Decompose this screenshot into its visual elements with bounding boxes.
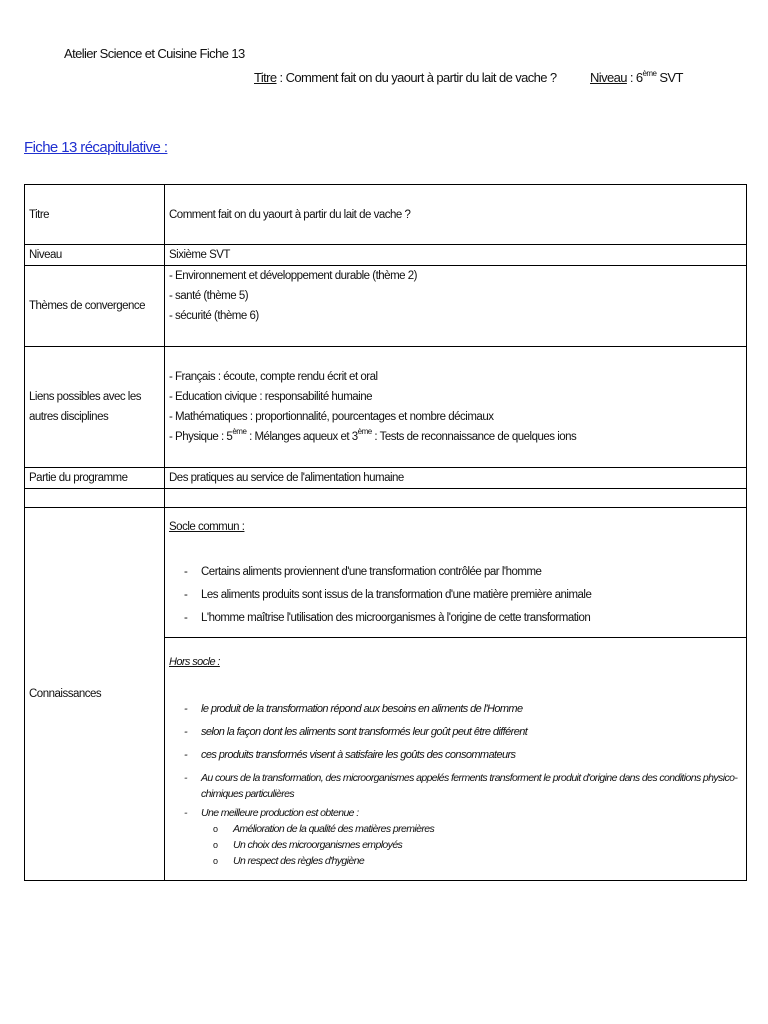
- level-prefix: : 6: [626, 70, 643, 85]
- row-value: Des pratiques au service de l'alimentation humaine: [165, 468, 747, 489]
- row-label-empty: [25, 489, 165, 508]
- discipline-line-physique: [169, 427, 742, 447]
- table-row-liens: [25, 347, 747, 468]
- physique-sup: ème: [357, 427, 372, 436]
- row-value: [165, 266, 747, 347]
- level-suffix: SVT: [656, 70, 683, 85]
- row-value: Comment fait on du yaourt à partir du lait de vache ?: [165, 185, 747, 245]
- document-title-line: [254, 70, 557, 85]
- row-value: [165, 347, 747, 468]
- document-header-atelier: Atelier Science et Cuisine Fiche 13: [64, 46, 245, 61]
- list-item: - ces produits transformés visent à satisfaire les goûts des consommateurs: [169, 744, 742, 767]
- hors-socle-cell: [165, 638, 747, 881]
- list-item: [169, 805, 742, 869]
- list-item: - L'homme maîtrise l'utilisation des microorganismes à l'origine de cette transformation: [169, 607, 742, 630]
- production-sublist: [201, 821, 742, 869]
- hors-socle-list: [169, 698, 742, 869]
- table-row-partie: [25, 468, 747, 489]
- row-label: Connaissances: [25, 508, 165, 881]
- row-label: Niveau: [25, 245, 165, 266]
- physique-sup: ème: [232, 427, 247, 436]
- production-intro: Une meilleure production est obtenue :: [201, 806, 359, 819]
- level-label: Niveau: [590, 70, 627, 85]
- row-label: Liens possibles avec les autres disciplines: [25, 347, 165, 468]
- list-item: - Au cours de la transformation, des microorganismes appelés ferments transforment le produit d'origine dans des conditions physico-chimiques particulières: [169, 770, 742, 802]
- theme-line: - sécurité (thème 6): [169, 310, 259, 322]
- document-level-line: [590, 70, 683, 85]
- discipline-line: - Education civique : responsabilité humaine: [169, 391, 373, 403]
- discipline-line: - Mathématiques : proportionnalité, pourcentages et nombre décimaux: [169, 411, 494, 423]
- sub-list-item: o Un choix des microorganismes employés: [229, 837, 742, 853]
- table-row-blank: [25, 489, 747, 508]
- level-sup: ème: [642, 69, 657, 78]
- row-value: Sixième SVT: [165, 245, 747, 266]
- title-label: Titre: [254, 70, 277, 85]
- table-row-niveau: [25, 245, 747, 266]
- fiche-heading: Fiche 13 récapitulative :: [24, 139, 168, 156]
- socle-title: Socle commun :: [169, 521, 245, 533]
- recap-table: [24, 184, 747, 881]
- discipline-line: - Français : écoute, compte rendu écrit et oral: [169, 371, 378, 383]
- theme-line: - santé (thème 5): [169, 290, 249, 302]
- table-row-themes: [25, 266, 747, 347]
- list-item: - Les aliments produits sont issus de la transformation d'une matière première animale: [169, 584, 742, 607]
- socle-list: [169, 561, 742, 630]
- row-label: Titre: [25, 185, 165, 245]
- list-item: - Certains aliments proviennent d'une transformation contrôlée par l'homme: [169, 561, 742, 584]
- list-item: - le produit de la transformation répond aux besoins en aliments de l'Homme: [169, 698, 742, 721]
- sub-list-item: o Amélioration de la qualité des matières premières: [229, 821, 742, 837]
- row-value-empty: [165, 489, 747, 508]
- physique-middle: : Mélanges aqueux et 3: [246, 431, 358, 443]
- hors-socle-title: Hors socle :: [169, 655, 220, 668]
- physique-suffix: : Tests de reconnaissance de quelques ions: [371, 431, 577, 443]
- table-row-socle: [25, 508, 747, 638]
- row-label: Partie du programme: [25, 468, 165, 489]
- physique-prefix: - Physique : 5: [169, 431, 233, 443]
- sub-list-item: o Un respect des règles d'hygiène: [229, 853, 742, 869]
- table-row-titre: [25, 185, 747, 245]
- title-value: : Comment fait on du yaourt à partir du lait de vache ?: [276, 70, 557, 85]
- list-item: - selon la façon dont les aliments sont transformés leur goût peut être différent: [169, 721, 742, 744]
- row-label: Thèmes de convergence: [25, 266, 165, 347]
- socle-cell: [165, 508, 747, 638]
- theme-line: - Environnement et développement durable (thème 2): [169, 270, 417, 282]
